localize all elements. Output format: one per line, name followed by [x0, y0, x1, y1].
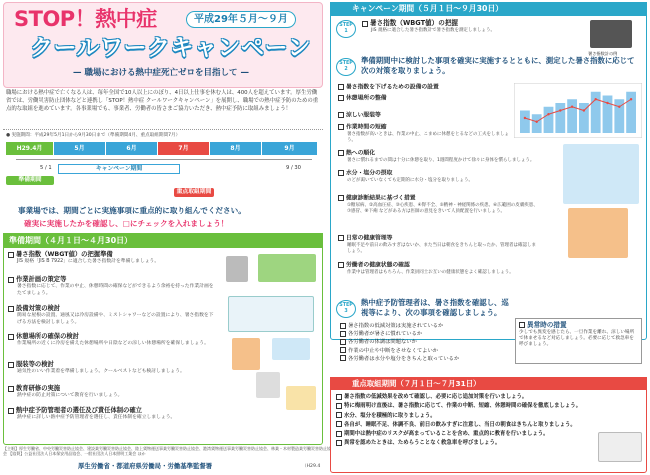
- item-desc: 作業中は管理者はもちろん、作業員同士お互いの健康状態をよく確認しましょう。: [347, 270, 514, 276]
- check-label: 作業の中止や中断をさせなくてよいか: [348, 347, 439, 354]
- checkbox[interactable]: [362, 21, 368, 27]
- item-title: 作業時間の短縮: [346, 124, 387, 131]
- chart-bar: [591, 92, 601, 133]
- item-title: 教育研修の実施: [16, 385, 61, 392]
- vest-image: [256, 372, 280, 398]
- key-item: [336, 439, 596, 448]
- prep-item: [8, 385, 218, 400]
- drink-image: [563, 144, 639, 204]
- checkbox[interactable]: [336, 421, 342, 427]
- key-item-label: 期間中は熱中症のリスクが高まっていることを含め、重点的に教育を行いましょう。: [344, 431, 549, 438]
- check-row: [340, 355, 510, 363]
- checkbox[interactable]: [340, 347, 346, 353]
- chart-bar: [532, 114, 542, 133]
- item-title: 熱中症予防管理者の選任及び責任体制の確立: [16, 407, 142, 414]
- month-cell: 7月: [158, 142, 210, 155]
- key-item: [336, 393, 596, 402]
- chart-bar: [567, 99, 577, 133]
- timeline-end: 9 / 30: [286, 165, 301, 171]
- campaign-item: [338, 84, 513, 92]
- item-title: 作業計画の策定等: [16, 276, 67, 283]
- chart-bar: [603, 96, 613, 134]
- chart-point: [536, 121, 538, 123]
- prep-period-bar: 準備期間: [6, 176, 54, 185]
- check-row: [340, 338, 510, 346]
- item-desc: 通気性のいい作業着を準備しましょう。クールベストなども検討しましょう。: [17, 369, 185, 375]
- prep-item: [8, 333, 218, 348]
- campaign-item: [338, 170, 568, 184]
- checkbox[interactable]: [338, 195, 344, 201]
- check-row: [340, 322, 510, 330]
- instructor-image: [286, 386, 316, 410]
- campaign-item: [338, 235, 538, 255]
- item-desc: 睡眠不足や前日の飲みすぎはないか、また当日は朝食をきちんと取ったか、管理者は確認しましょう。: [347, 243, 536, 255]
- item-title: 休憩場所の整備: [346, 95, 387, 102]
- timeline-axis: [16, 159, 312, 160]
- timeline-months: [6, 142, 322, 156]
- documents-image: [258, 254, 316, 282]
- checkbox[interactable]: [338, 170, 344, 176]
- chart-point: [606, 102, 608, 104]
- checkbox[interactable]: [340, 331, 346, 337]
- item-desc: 熱中症に詳しい熱中症予防管理者を選任し、責任体制を確立しましょう。: [17, 415, 176, 421]
- checkbox[interactable]: [340, 355, 346, 361]
- checkbox[interactable]: [8, 362, 14, 368]
- emergency-title: 異常時の措置: [519, 321, 638, 330]
- campaign-period-bar: キャンペーン期間: [58, 164, 180, 174]
- checkbox[interactable]: [8, 252, 14, 258]
- checkbox[interactable]: [336, 394, 342, 400]
- prep-item: [8, 251, 218, 266]
- item-title: 休憩場所の確保の検討: [16, 333, 79, 340]
- checkbox[interactable]: [338, 235, 344, 241]
- health-check-image: [568, 208, 628, 258]
- chart-point: [547, 113, 549, 115]
- checkbox[interactable]: [338, 84, 344, 90]
- key-period-bar: 重点取組期間: [174, 188, 214, 197]
- month-cell: 6月: [106, 142, 158, 155]
- key-item-label: 特に梅雨明け直後は、暑さ指数に応じて、作業の中断、短縮、休憩時間の確保を徹底しましょう。: [344, 403, 582, 410]
- item-title: 設備対策の検討: [16, 305, 61, 312]
- item-title: 水分・塩分の摂取: [346, 170, 393, 177]
- schedule-note: ● 実施期間：平成29年5月1日から9月30日まで（準備期間4月、重点取組期間7月）: [6, 133, 181, 138]
- stop-heading: STOP！熱中症: [14, 7, 157, 31]
- campaign-item: [338, 262, 638, 276]
- item-desc: 暑さ指数に応じて、作業の中止、休憩時間の確保などができるよう余裕を持った作業計画をたてましょう。: [17, 284, 214, 296]
- emergency-desc: 少しでも異変を感じたら、一旦作業を離れ、涼しい場所で休ませるなど対応しましょう。必要に応じて救急車を呼びましょう。: [519, 329, 635, 347]
- key-item: [336, 430, 596, 439]
- item-title: 涼しい服装等: [346, 112, 381, 119]
- item-desc: JIS 規格「JIS B 7922」に適合した暑さ指数計を準備しましょう。: [17, 259, 160, 265]
- checkbox[interactable]: [340, 323, 346, 329]
- checkbox[interactable]: [8, 277, 14, 283]
- chart-bar: [555, 103, 565, 133]
- checkbox[interactable]: [336, 440, 342, 446]
- checkbox[interactable]: [338, 124, 344, 130]
- business-line-2: 確実に実施したかを確認し、□にチェックを入れましょう！: [24, 219, 229, 228]
- item-desc: 簡易な屋根の設置、通風又は冷房設備や、ミストシャワーなどの設置により、暑さ指数を下げる方法を検討しましょう。: [17, 313, 214, 325]
- checkbox[interactable]: [338, 112, 344, 118]
- checkbox[interactable]: [336, 431, 342, 437]
- wbgt-device-image: [590, 20, 632, 48]
- checkbox[interactable]: [8, 408, 14, 414]
- checkbox[interactable]: [336, 412, 342, 418]
- key-item-label: 異常を認めたときは、ためらうことなく救急車を呼びましょう。: [344, 440, 501, 447]
- step2-badge: STEP 2: [336, 58, 356, 76]
- checkbox[interactable]: [8, 306, 14, 312]
- chart-point: [630, 98, 632, 100]
- chart-bar: [520, 111, 530, 134]
- footer-sponsors: 【主唱】厚生労働省、中央労働災害防止協会、建設業労働災害防止協会、陸上貨物運送事業労働災害防止協会、港湾貨物運送事業労働災害防止協会、林業・木材製造業労働災害防止協会 【協賛】公益社団法人日本保安用品協会、一般社団法人日本照明工業会 ほか: [3, 446, 331, 457]
- key-item: [336, 421, 596, 430]
- campaign-item: [338, 95, 513, 103]
- item-title: 健康診断結果に基づく措置: [346, 195, 416, 202]
- device-caption: 暑さ指数計の例: [588, 51, 618, 56]
- checkbox[interactable]: [340, 339, 346, 345]
- emergency-box: [515, 318, 642, 364]
- checkbox[interactable]: [338, 95, 344, 101]
- ministry-name: 厚生労働省・都道府県労働局・労働基準監督署: [78, 462, 213, 470]
- check-label: 暑さ指数の低減対策は実施されているか: [348, 323, 444, 329]
- check-label: 各労働者は水分や塩分をきちんと取っているか: [348, 355, 460, 362]
- prep-item: [8, 407, 308, 422]
- key-item: [336, 402, 596, 411]
- campaign-item: [338, 112, 513, 120]
- checkbox[interactable]: [8, 334, 14, 340]
- campaign-subtitle: — 職場における熱中症死亡ゼロを目指して —: [73, 68, 249, 78]
- item-title: 暑さ指数（WBGT値）の把握準備: [16, 251, 113, 258]
- chart-point: [559, 109, 561, 111]
- business-line-1: 事業場では、期間ごとに実施事項に重点的に取り組んでください。: [18, 206, 246, 215]
- campaign-item: [338, 124, 513, 144]
- step1-desc: JIS 規格に適合した暑さ指数計で暑さ指数を測定しましょう。: [371, 28, 495, 34]
- ambulance-image: [598, 432, 642, 462]
- timeline-start: 5 / 1: [40, 165, 52, 171]
- item-desc: 暑さ指数が高いときは、作業の中止、こまめに休憩をとるなどの工夫をしましょう。: [347, 132, 509, 144]
- checkbox[interactable]: [336, 403, 342, 409]
- key-item-label: 各自が、睡眠不足、体調不良、前日の飲みすぎに注意し、当日の朝食はきちんと取りましょう。: [344, 421, 576, 428]
- check-row: [340, 347, 510, 355]
- document-code: （H29.4: [302, 464, 321, 469]
- item-title: 労働者の健康状態の確認: [346, 262, 410, 269]
- prep-item: [8, 276, 218, 297]
- step2-title: 準備期間中に検討した事項を確実に実施するとともに、測定した暑さ指数に応じて次の対策を取りましょう。: [361, 56, 635, 75]
- campaign-title: クールワークキャンペーン: [30, 35, 312, 61]
- item-desc: 熱中症の防止対策について教育を行いましょう。: [17, 393, 123, 399]
- campaign-item: [338, 195, 538, 215]
- period-badge: 平成29年５月〜９月: [186, 11, 296, 28]
- chart-bar: [626, 92, 636, 133]
- checkbox[interactable]: [338, 262, 344, 268]
- chart-point: [618, 106, 620, 108]
- step1-badge: STEP 1: [336, 20, 356, 38]
- check-row: [340, 330, 510, 338]
- prep-heading: 準備期間（４月１日〜４月30日）: [3, 233, 323, 248]
- wbgt-chart: [514, 83, 642, 138]
- item-title: 服装等の検討: [16, 361, 54, 368]
- month-cell: 5月: [54, 142, 106, 155]
- item-title: 日常の健康管理等: [346, 235, 393, 242]
- month-cell: 9月: [262, 142, 318, 155]
- item-title: 熱への順化: [346, 150, 375, 157]
- key-item: [336, 412, 596, 421]
- step3-badge: STEP 3: [336, 300, 356, 318]
- chart-point: [524, 117, 526, 119]
- campaign-heading: キャンペーン期間（５月１日〜９月30日）: [330, 2, 647, 16]
- chart-point: [595, 98, 597, 100]
- intro-text: 職場における熱中症で亡くなる人は、毎年全国で10人以上にのぼり、4日以上仕事を休む人は、400人を超えています。厚生労働省では、労働災害防止団体などと連携し「STOP！熱中症 クールワークキャンペーン」を展開し、職場での熱中症予防のための重点的な取組を進めています。各事業場でも、事業者、労働者の皆さまご協力いただき、熱中症予防に取組みましょう！: [6, 90, 319, 112]
- item-desc: 暑さに慣れるまでの間は十分に休憩を取り、1週間程度かけて徐々に身体を慣らしましょう。: [347, 158, 535, 164]
- key-item-label: 水分、塩分を積極的に取りましょう。: [344, 412, 436, 419]
- step3-checks: [340, 322, 510, 363]
- item-desc: ①糖尿病、②高血圧症、③心疾患、④腎不全、⑤精神・神経関係の疾患、⑥広範囲の皮膚疾患、⑦感冒、⑧下痢 などがある方は医師の意見をきいて人員配置を行いましょう。: [347, 203, 538, 215]
- month-cell: 8月: [210, 142, 262, 155]
- item-desc: のどが渇いていなくても定期的に水分・塩分を取りましょう。: [347, 178, 473, 184]
- check-label: 各労働者が暑さに慣れているか: [348, 331, 423, 338]
- check-label: 各労働者の体調は問題ないか: [348, 339, 417, 346]
- checkbox[interactable]: [519, 322, 525, 328]
- rest-area-image: [272, 338, 310, 360]
- item-desc: 作業場所の近くに冷房を備えた休憩場所や日陰などの涼しい休憩場所を確保しましょう。: [17, 341, 209, 347]
- checkbox[interactable]: [338, 150, 344, 156]
- chart-point: [583, 109, 585, 111]
- timeline: [6, 142, 322, 202]
- step1-item: [362, 19, 562, 34]
- checkbox[interactable]: [8, 386, 14, 392]
- chart-point: [571, 106, 573, 108]
- key-heading: 重点取組期間（７月１日〜７月31日）: [330, 377, 647, 390]
- key-list: [336, 393, 596, 449]
- step3-title: 熱中症予防管理者は、暑さ指数を確認し、巡視等により、次の事項を確認しましょう。: [361, 298, 509, 317]
- prep-item: [8, 361, 218, 376]
- prep-item: [8, 305, 218, 326]
- step1-title: 暑さ指数（WBGT値）の把握: [370, 19, 459, 27]
- item-title: 暑さ指数を下げるための設備の設置: [346, 84, 439, 91]
- key-item-label: 暑さ指数の低減効果を改めて確認し、必要に応じ追加対策を行いましょう。: [344, 394, 528, 400]
- chart-svg: [514, 83, 642, 138]
- worker-image: [232, 338, 260, 370]
- wbgt-meter-image: [226, 256, 248, 282]
- tent-image: [228, 296, 314, 332]
- chart-bar: [544, 107, 554, 133]
- month-cell: H29.4月: [6, 142, 54, 155]
